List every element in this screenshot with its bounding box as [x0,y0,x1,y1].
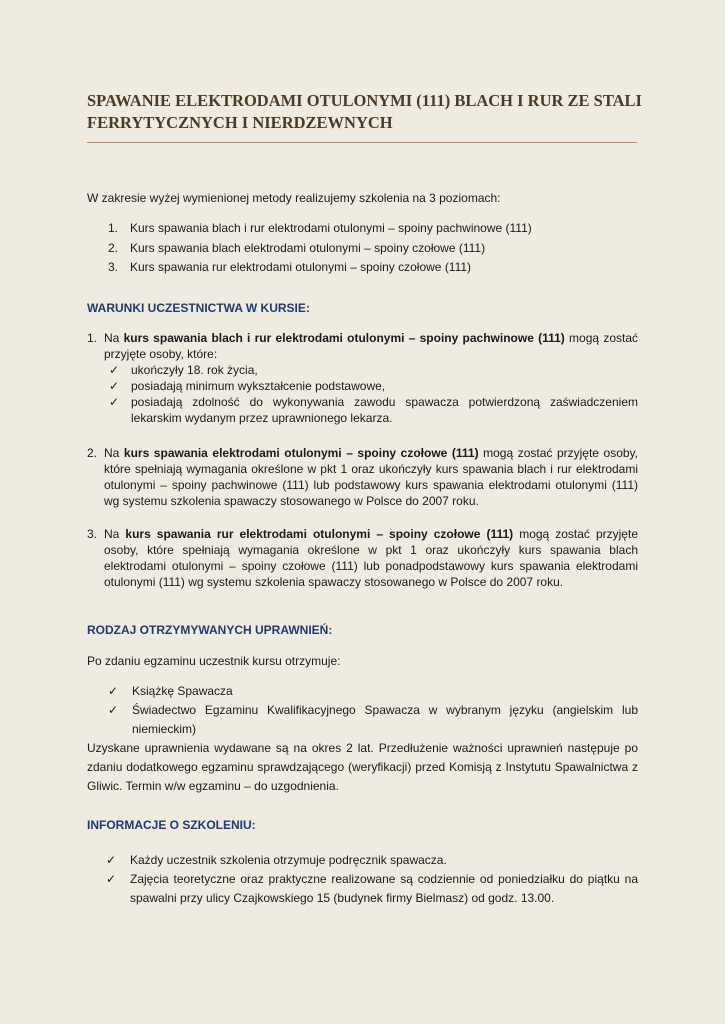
check-icon: ✓ [109,379,120,393]
list-item: ✓ Każdy uczestnik szkolenia otrzymuje podręcznik spawacza. [106,851,638,870]
rights-list [108,682,638,739]
info-heading: INFORMACJE O SZKOLENIU: [87,818,256,832]
list-item: 3. Kurs spawania rur elektrodami otulonymi – spoiny czołowe (111) [108,260,472,274]
list-item: ✓ posiadają zdolność do wykonywania zawodu spawacza potwierdzoną zaświadczeniem lekarskim wydanym przez uprawnionego lekarza. [109,395,638,425]
page-title: SPAWANIE ELEKTRODAMI OTULONYMI (111) BLACH I RUR ZE STALI FERRYTYCZNYCH I NIERDZEWNYCH [87,91,642,132]
check-icon: ✓ [106,853,117,867]
condition-3: 3. Na kurs spawania rur elektrodami otulonymi – spoiny czołowe (111) mogą zostać przyjęte osoby, które spełniają wymagania określone w pkt 1 oraz ukończyły kurs spawania blach elektrodami otulonymi – spoiny czołowe (111) lub ponadpodstawowy kurs spawania elektrodami otulonymi (111) wg systemu szkolenia spawaczy stosowanego w Polsce do 2007 roku. [87,527,638,589]
conditions-heading: WARUNKI UCZESTNICTWA W KURSIE: [87,301,310,315]
course-name: kurs spawania blach i rur elektrodami otulonymi – spoiny pachwinowe (111) [123,331,565,345]
list-item: ✓ ukończyły 18. rok życia, [109,363,258,377]
condition-number: 2. [87,446,98,460]
rights-intro: Po zdaniu egzaminu uczestnik kursu otrzymuje: [87,654,341,668]
list-item: 2. Kurs spawania blach elektrodami otulonymi – spoiny czołowe (111) [108,240,486,255]
condition-number: 3. [87,527,98,541]
info-list [106,851,638,908]
check-icon: ✓ [108,703,119,717]
list-item: ✓ Książkę Spawacza [108,682,638,701]
list-item: 1. Kurs spawania blach i rur elektrodami otulonymi – spoiny pachwinowe (111) [108,221,532,235]
condition-1: 1. Na kurs spawania blach i rur elektrodami otulonymi – spoiny pachwinowe (111) mogą zostać przyjęte osoby, które: ✓ ukończyły 18. rok życia, ✓ posiadają minimum wykształcenie podstawowe, ✓ posiadają zdolność do wykonywania zawodu spawacza potwierdzoną zaświadczeniem lekarskim wydanym przez uprawnionego lekarza. [87,331,638,425]
requirements-list [109,362,638,426]
rights-heading: RODZAJ OTRZYMYWANYCH UPRAWNIEŃ: [87,623,333,637]
check-icon: ✓ [106,872,117,886]
check-icon: ✓ [108,684,119,698]
levels-list [108,219,648,278]
condition-number: 1. [87,331,98,345]
course-name: kurs spawania elektrodami otulonymi – spoiny czołowe (111) [123,446,479,460]
check-icon: ✓ [109,395,120,409]
title-divider [87,142,637,143]
list-item: ✓ Świadectwo Egzaminu Kwalifikacyjnego Spawacza w wybranym języku (angielskim lub niemieckim) [108,701,638,739]
rights-note: Uzyskane uprawnienia wydawane są na okres 2 lat. Przedłużenie ważności uprawnień następuje po zdaniu dodatkowego egzaminu sprawdzającego (weryfikacji) przed Komisją z Instytutu Spawalnictwa z Gliwic. Termin w/w egzaminu – do uzgodnienia. [87,741,638,793]
list-item: ✓ posiadają minimum wykształcenie podstawowe, [109,379,386,393]
course-name: kurs spawania rur elektrodami otulonymi – spoiny czołowe (111) [125,527,514,541]
condition-2: 2. Na kurs spawania elektrodami otulonymi – spoiny czołowe (111) mogą zostać przyjęte osoby, które spełniają wymagania określone w pkt 1 oraz ukończyły kurs spawania blach i rur elektrodami otulonymi – spoiny pachwinowe (111) lub podstawowy kurs spawania elektrodami otulonymi (111) wg systemu szkolenia spawaczy stosowanego w Polsce do 2007 roku. [87,446,638,508]
list-item: ✓ Zajęcia teoretyczne oraz praktyczne realizowane są codziennie od poniedziałku do piątku na spawalni przy ulicy Czajkowskiego 15 (budynek firmy Bielmasz) od godz. 13.00. [106,870,638,908]
check-icon: ✓ [109,363,120,377]
intro-text: W zakresie wyżej wymienionej metody realizujemy szkolenia na 3 poziomach: [87,191,501,205]
